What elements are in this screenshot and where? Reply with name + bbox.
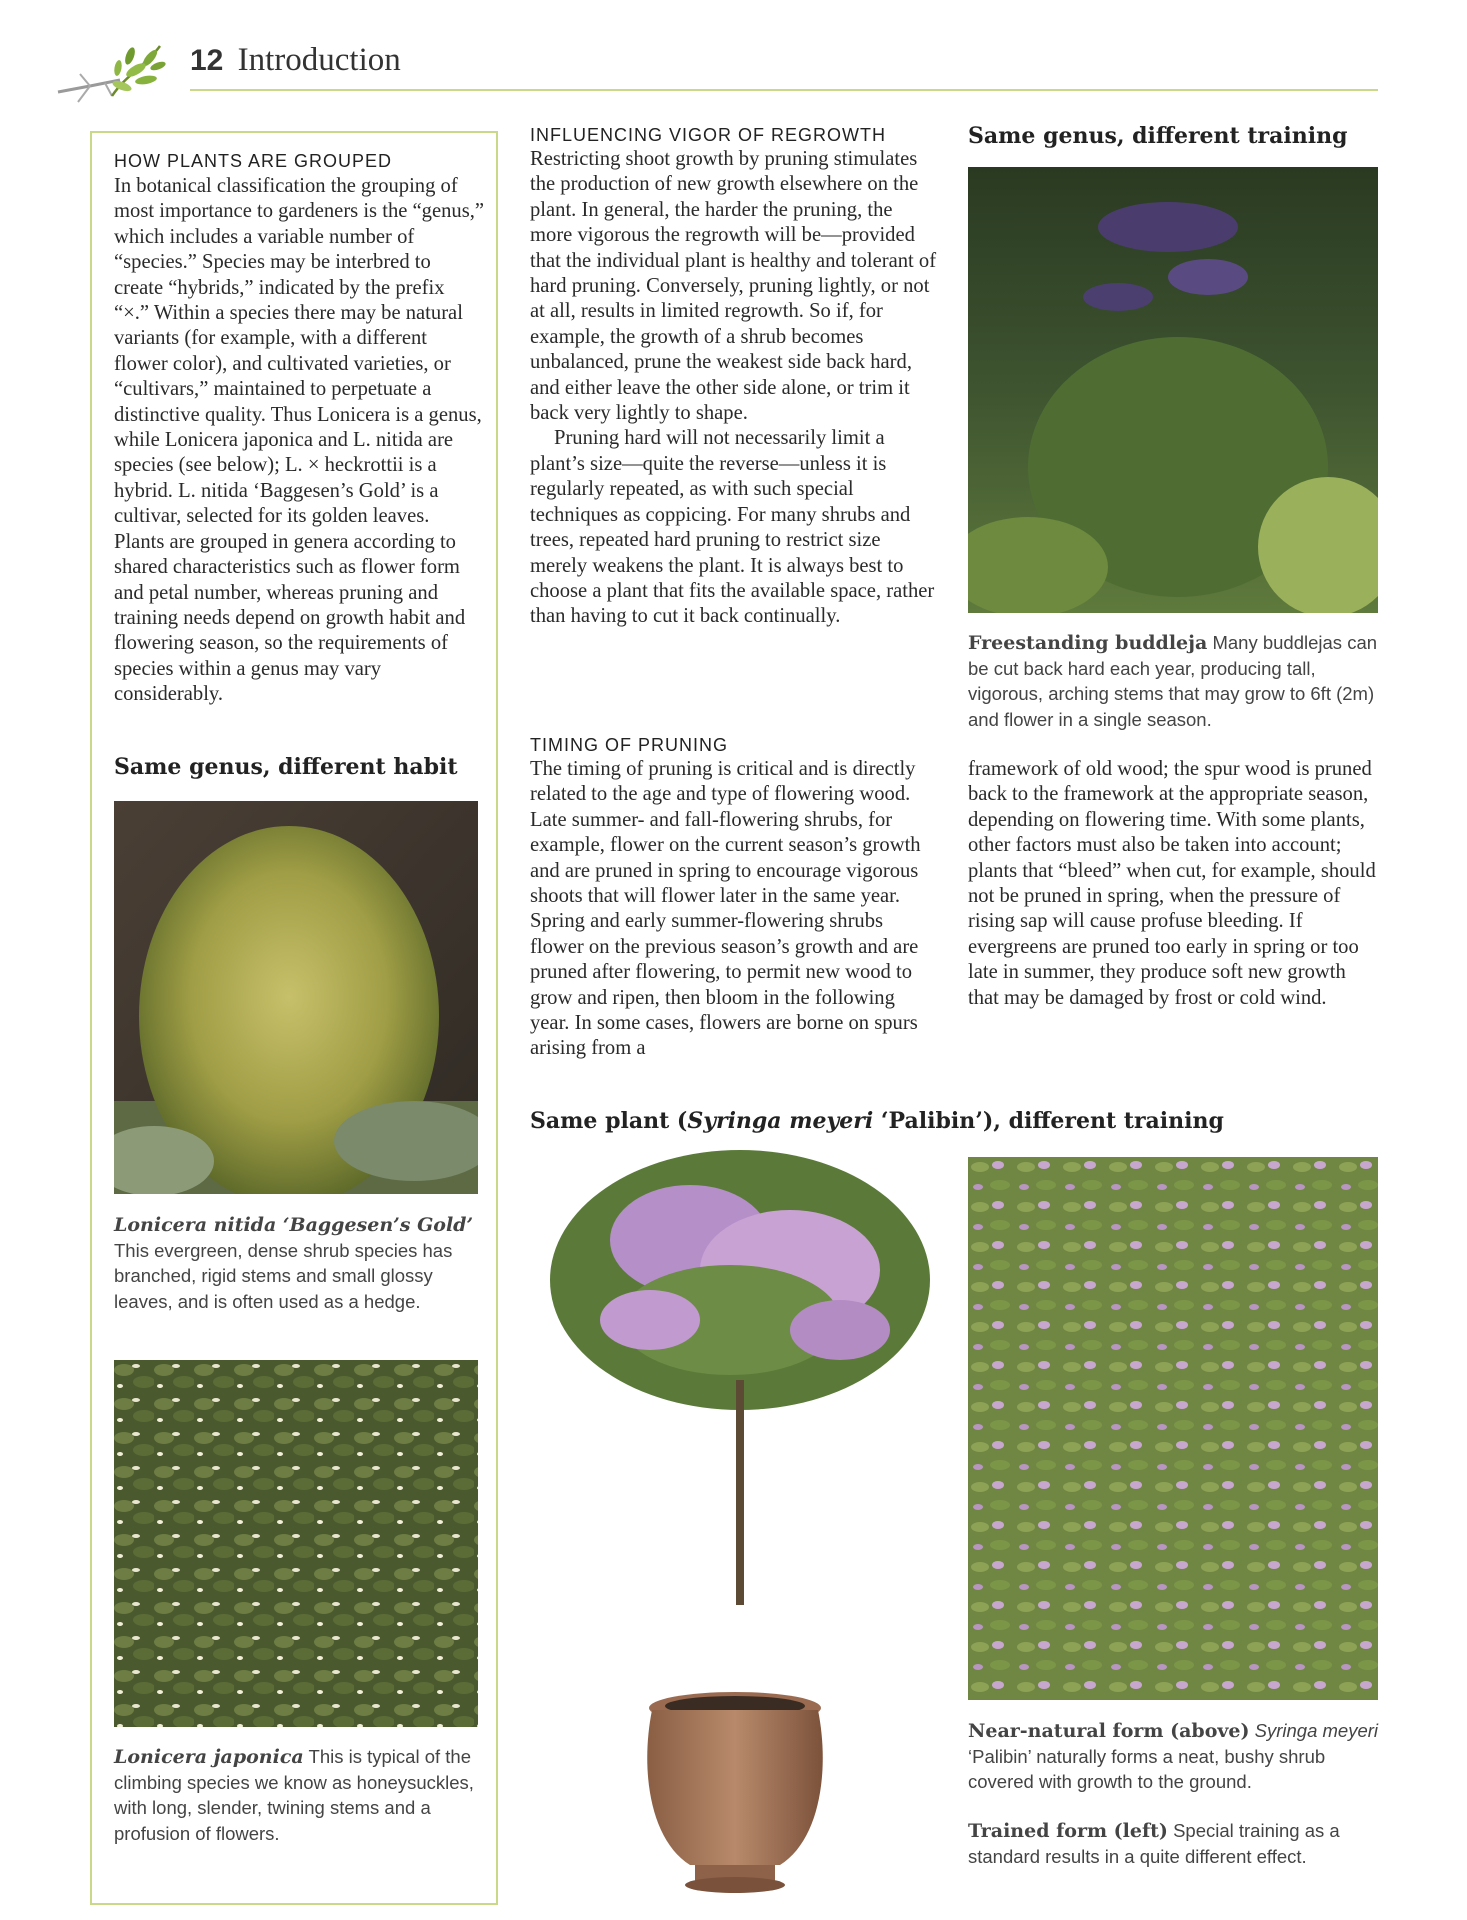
page-title <box>190 44 401 77</box>
buddleja-caption <box>968 630 1378 732</box>
buddleja-photo <box>968 167 1378 613</box>
trained-form-caption-text: Special training as a standard results in a quite different effect. <box>968 1820 1340 1868</box>
plants-grouped-text <box>114 174 484 708</box>
trained-form-caption <box>968 1818 1378 1869</box>
buddleja-caption-text: Many buddlejas can be cut back hard each year, producing tall, vigorous, arching stems that may grow to 6ft (2m) and flower in a single season. <box>968 632 1378 730</box>
timing-kicker: TIMING OF PRUNING <box>530 735 728 755</box>
syringa-standard-photo <box>530 1150 950 1605</box>
plants-grouped-paragraph: In botanical classification the grouping of most importance to gardeners is the “genus,” which includes a variable number of “species.” Species may be interbred to create “hybrids,” indicated by the prefix “×.” Within a species there may be natural variants (for example, with a different flower color), and cultivated varieties, or “cultivars,” maintained to perpetuate a distinctive quality. Thus Lonicera is a genus, while Lonicera japonica and L. nitida are species (see below); L. × heckrottii is a hybrid. L. nitida ‘Baggesen’s Gold’ is a cultivar, selected for its golden leaves. Plants are grouped in genera according to shared characteristics such as flower form and petal number, whereas pruning and training needs depend on growth habit and flowering season, so the requirements of species within a genus may vary considerably. <box>114 175 485 706</box>
same-genus-training-heading: Same genus, different training <box>968 123 1348 149</box>
timing-paragraph: The timing of pruning is critical and is directly related to the age and type of flowering wood. Late summer- and fall-flowering shrubs, for example, flower on the current season’s growth and are pruned in spring to encourage vigorous shoots that will flower later in the same year. Spring and early summer-flowering shrubs flower on the previous season’s growth and are pruned after flowering, to permit new wood to grow and ripen, then bloom in the following year. In some cases, flowers are borne on spurs arising from a <box>530 758 921 1060</box>
syringa-natural-photo <box>968 1157 1378 1700</box>
lonicera-nitida-caption <box>114 1212 484 1314</box>
natural-form-caption-text: ‘Palibin’ naturally forms a neat, bushy shrub covered with growth to the ground. <box>968 1746 1326 1793</box>
timing-continued-text <box>968 757 1378 1011</box>
page-number: 12 <box>190 44 224 77</box>
chapter-title: Introduction <box>237 42 401 78</box>
lonicera-nitida-caption-title: Lonicera nitida ‘Baggesen’s Gold’ <box>114 1214 474 1236</box>
vigor-paragraph-2: Pruning hard will not necessarily limit a plant’s size—quite the reverse—unless it is regularly repeated, as with such special techniques as coppicing. For many shrubs and trees, repeated hard pruning to restrict size merely weakens the plant. It is always best to choose a plant that fits the available space, rather than having to cut it back continually. <box>530 427 935 628</box>
lonicera-japonica-photo <box>114 1360 478 1727</box>
lonicera-nitida-caption-text: This evergreen, dense shrub species has branched, rigid stems and small glossy leaves, and is often used as a hedge. <box>114 1240 453 1312</box>
trained-form-caption-title: Trained form (left) <box>968 1820 1168 1842</box>
natural-form-caption-title: Near-natural form (above) <box>968 1720 1250 1742</box>
same-plant-heading-pre: Same plant ( <box>530 1108 688 1134</box>
timing-continued-paragraph: framework of old wood; the spur wood is pruned back to the framework at the appropriate season, depending on flowering time. With some plants, other factors must also be taken into account; plants that “bleed” when cut, for example, should not be pruned in spring, when the pressure of rising sap will cause profuse bleeding. If evergreens are pruned too early in spring or too late in summer, they produce soft new growth that may be damaged by frost or cold wind. <box>968 758 1376 1009</box>
lonicera-nitida-photo <box>114 801 478 1194</box>
vigor-kicker: INFLUENCING VIGOR OF REGROWTH <box>530 125 887 145</box>
header-rule <box>190 89 1378 91</box>
natural-form-caption <box>968 1718 1378 1795</box>
natural-form-caption-italic: Syringa meyeri <box>1254 1720 1379 1741</box>
vigor-paragraph-1: Restricting shoot growth by pruning stimulates the production of new growth elsewhere on the plant. In general, the harder the pruning, the more vigorous the regrowth will be—provided that the individual plant is healthy and tolerant of hard pruning. Conversely, pruning lightly, or not at all, results in limited regrowth. So if, for example, the growth of a shrub becomes unbalanced, prune the weakest side back hard, and either leave the other side alone, or trim it back very lightly to shape. <box>530 148 937 425</box>
terracotta-pot <box>640 1690 830 1895</box>
lonicera-japonica-caption-text: This is typical of the climbing species we know as honeysuckles, with long, slender, twining stems and a profusion of flowers. <box>114 1746 474 1844</box>
plants-grouped-kicker: HOW PLANTS ARE GROUPED <box>114 151 393 171</box>
timing-text <box>530 757 938 1062</box>
lonicera-japonica-caption-title: Lonicera japonica <box>114 1746 304 1768</box>
same-plant-heading <box>530 1108 1224 1134</box>
buddleja-caption-title: Freestanding buddleja <box>968 632 1208 654</box>
lonicera-japonica-caption <box>114 1744 484 1846</box>
same-plant-heading-italic: Syringa meyeri <box>687 1108 874 1134</box>
leaf-sprig-icon <box>50 36 170 122</box>
vigor-text <box>530 147 938 630</box>
same-genus-habit-heading: Same genus, different habit <box>114 754 458 780</box>
same-plant-heading-post: ‘Palibin’), different training <box>873 1108 1224 1134</box>
